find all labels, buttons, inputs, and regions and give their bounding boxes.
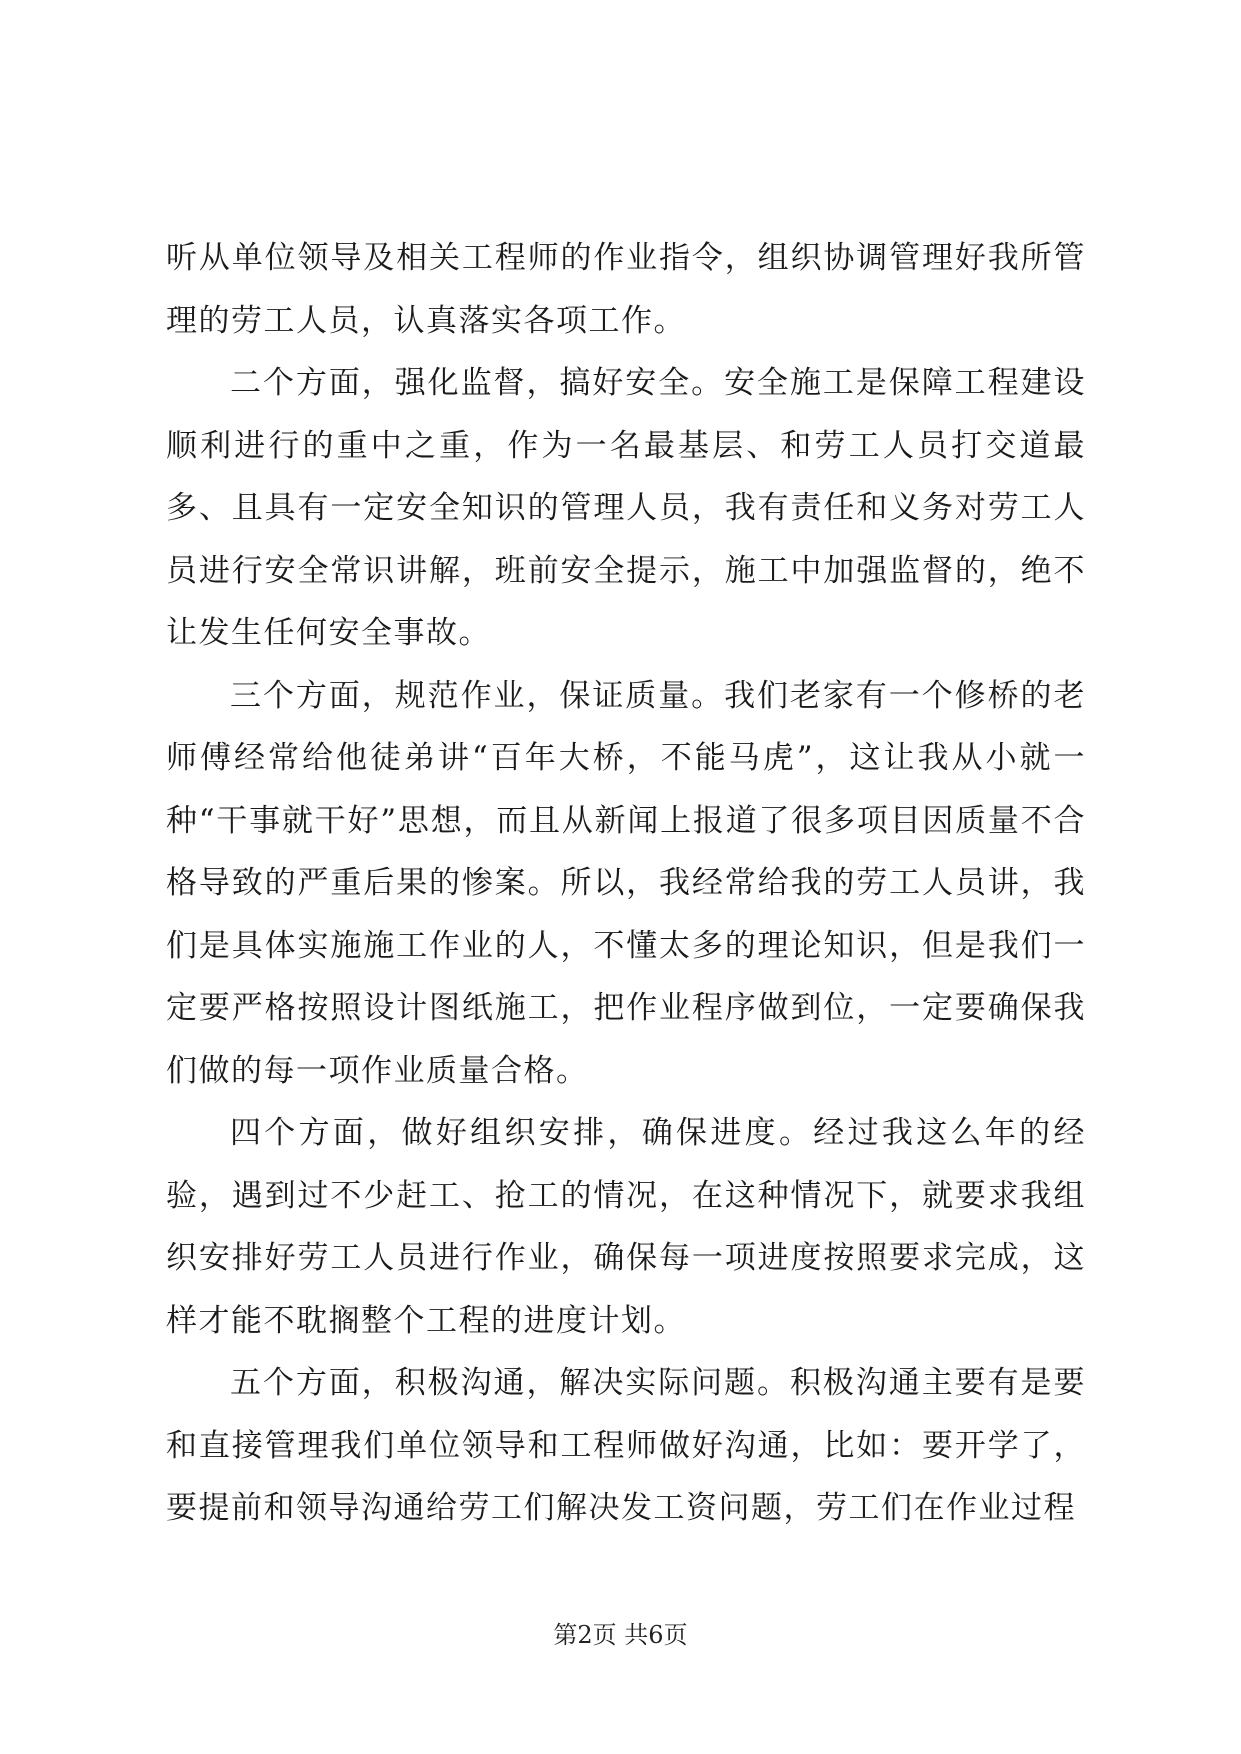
paragraph-5: 五个方面，积极沟通，解决实际问题。积极沟通主要有是要和直接管理我们单位领导和工程师做好沟通，比如：要开学了，要提前和领导沟通给劳工们解决发工资问题，劳工们在作业过程 [166, 1365, 1086, 1526]
page-footer: 第2页 共6页 [553, 1621, 688, 1649]
paragraph-3: 三个方面，规范作业，保证质量。我们老家有一个修桥的老师傅经常给他徒弟讲“百年大桥，不能马虎”，这让我从小就一种“干事就干好”思想，而且从新闻上报道了很多项目因质量不合格导致的严重后果的惨案。所以，我经常给我的劳工人员讲，我们是具体实施施工作业的人，不懂太多的理论知识，但是我们一定要严格按照设计图纸施工，把作业程序做到位，一定要确保我们做的每一项作业质量合格。 [166, 677, 1086, 1089]
paragraph-4: 四个方面，做好组织安排，确保进度。经过我这么年的经验，遇到过不少赶工、抢工的情况，在这种情况下，就要求我组织安排好劳工人员进行作业，确保每一项进度按照要求完成，这样才能不耽搁整个工程的进度计划。 [166, 1115, 1086, 1339]
document-body [166, 227, 1086, 1540]
paragraph-1: 听从单位领导及相关工程师的作业指令，组织协调管理好我所管理的劳工人员，认真落实各项工作。 [166, 240, 1086, 339]
paragraph-2: 二个方面，强化监督，搞好安全。安全施工是保障工程建设顺利进行的重中之重，作为一名最基层、和劳工人员打交道最多、且具有一定安全知识的管理人员，我有责任和义务对劳工人员进行安全常识讲解，班前安全提示，施工中加强监督的，绝不让发生任何安全事故。 [166, 365, 1086, 651]
